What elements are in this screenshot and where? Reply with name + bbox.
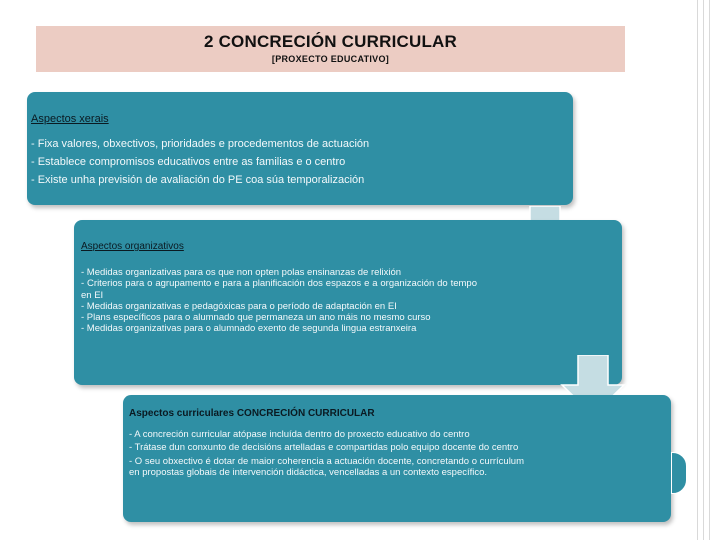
list-item: - Plans específicos para o alumnado que permaneza un ano máis no mesmo curso [81,312,431,324]
section-body [81,267,477,335]
section-body [31,135,569,189]
section-heading: Aspectos xerais [31,113,109,125]
page-title: 2 CONCRECIÓN CURRICULAR [204,32,457,51]
page-subtitle: [PROXECTO EDUCATIVO] [271,54,390,64]
list-item: - Medidas organizativas e pedagóxicas para o período de adaptación en EI [81,300,397,312]
list-item: - Establece compromisos educativos entre as familias e o centro [31,156,346,168]
list-item: - Medidas organizativas para o alumnado exento de segunda lingua estranxeira [81,323,417,335]
section-heading: Aspectos curriculares CONCRECIÓN CURRICULAR [129,408,375,419]
list-item: - A concreción curricular atópase incluída dentro do proxecto educativo do centro [129,429,470,440]
page-margin-lines [690,0,720,540]
title-band [36,26,625,72]
section-curricular-aspects [123,395,671,522]
section-body [129,429,531,480]
list-item: - Fixa valores, obxectivos, prioridades e procedementos de actuación [31,138,370,150]
list-item: - Existe unha previsión de avaliación do PE coa súa temporalización [31,174,365,186]
list-item: - Criterios para o agrupamento e para a planificación dos espazos e a organización do tempo en EI [81,278,477,301]
list-item: - O seu obxectivo é dotar de maior coherencia a actuación docente, concretando o currículum en propostas globais de intervención didáctica, vencelladas a un contexto específico. [129,455,524,478]
section-organizational-aspects [74,220,622,385]
list-item: - Trátase dun conxunto de decisións artelladas e compartidas polo equipo docente do centro [129,442,519,454]
section-general-aspects [27,92,573,205]
side-tab-decoration [671,452,687,494]
section-heading: Aspectos organizativos [81,241,184,252]
list-item: - Medidas organizativas para os que non opten polas ensinanzas de relixión [81,267,402,278]
